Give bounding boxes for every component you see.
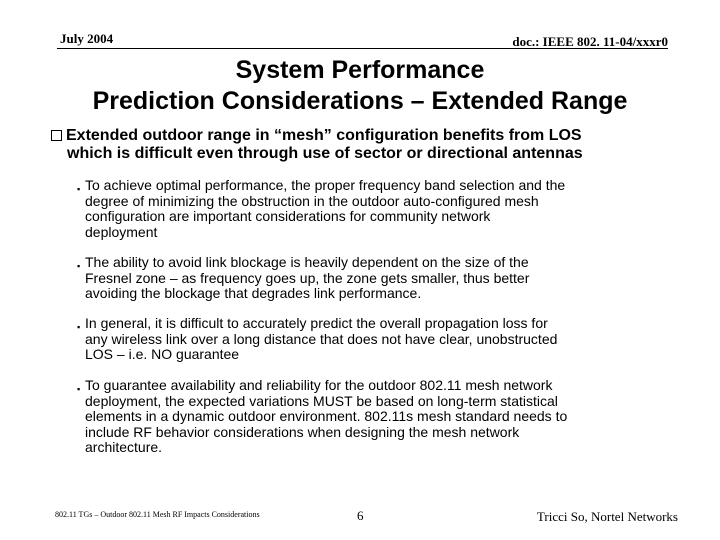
footer-author: Tricci So, Nortel Networks	[536, 509, 678, 524]
sub-bullet-line: deployment	[85, 223, 158, 240]
sub-bullet-line: elements in a dynamic outdoor environment. 802.11s mesh standard needs to	[85, 408, 568, 424]
sub-bullet-line: degree of minimizing the obstruction in the outdoor auto-configured mesh	[85, 192, 539, 209]
sub-bullet-line: any wireless link over a long distance that does not have clear, unobstructed	[85, 330, 558, 347]
page-title	[0, 55, 720, 117]
small-square-bullet-icon: ▪	[77, 184, 81, 194]
main-bullet-line-1: Extended outdoor range in “mesh” configuration benefits from LOS	[66, 127, 582, 144]
hollow-square-bullet-icon	[51, 130, 62, 141]
small-square-bullet-icon: ▪	[77, 261, 81, 271]
sub-bullet-2	[77, 255, 689, 302]
title-line-2: Prediction Considerations – Extended Range	[92, 87, 628, 115]
main-bullet-line-2: which is difficult even through use of sector or directional antennas	[67, 145, 583, 162]
main-bullet	[51, 127, 691, 163]
sub-bullet-4	[77, 378, 689, 456]
sub-bullet-line: The ability to avoid link blockage is heavily dependent on the size of the	[85, 254, 529, 270]
sub-bullet-line: configuration are important considerations for community network	[85, 208, 491, 224]
sub-bullet-3	[77, 316, 689, 363]
sub-bullet-line: Fresnel zone – as frequency goes up, the zone gets smaller, thus better	[85, 269, 530, 286]
footer-page-number: 6	[357, 508, 364, 523]
header-date: July 2004	[60, 31, 114, 46]
header-rule	[57, 48, 668, 49]
sub-bullet-line: include RF behavior considerations when designing the mesh network	[85, 423, 520, 440]
small-square-bullet-icon: ▪	[77, 322, 81, 332]
sub-bullet-1	[77, 178, 689, 240]
sub-bullet-line: To achieve optimal performance, the proper frequency band selection and the	[85, 177, 566, 193]
title-line-1: System Performance	[235, 56, 485, 84]
footer-left-text: 802.11 TGs – Outdoor 802.11 Mesh RF Impacts Considerations	[55, 510, 260, 519]
sub-bullet-line: LOS – i.e. NO guarantee	[85, 346, 240, 362]
sub-bullet-line: In general, it is difficult to accurately predict the overall propagation loss for	[85, 315, 548, 331]
header-doc-id: doc.: IEEE 802. 11-04/xxxr0	[512, 34, 668, 49]
small-square-bullet-icon: ▪	[77, 384, 81, 394]
sub-bullet-line: avoiding the blockage that degrades link performance.	[85, 285, 422, 301]
sub-bullet-line: To guarantee availability and reliability for the outdoor 802.11 mesh network	[85, 377, 553, 393]
sub-bullet-line: deployment, the expected variations MUST be based on long-term statistical	[85, 392, 558, 409]
sub-bullet-line: architecture.	[85, 439, 163, 455]
